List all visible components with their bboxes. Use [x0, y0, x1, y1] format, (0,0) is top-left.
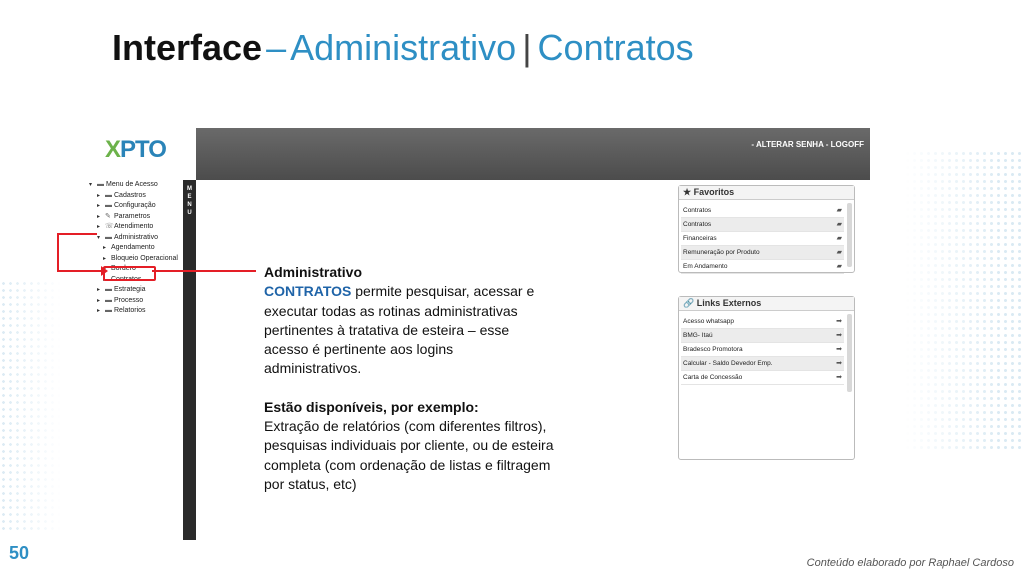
description-text: [264, 263, 554, 494]
sidebar-tree-item[interactable]: [89, 201, 178, 212]
open-icon[interactable]: ▰: [836, 235, 842, 242]
page-number: 50: [9, 543, 30, 563]
sidebar-tree-label: Processo: [114, 296, 144, 304]
caret-down-icon[interactable]: ▾: [97, 234, 101, 241]
caret-right-icon[interactable]: ▸: [97, 308, 101, 314]
credit-text: Conteúdo elaborado por Raphael Cardoso: [806, 557, 1014, 569]
sidebar-tree-item[interactable]: [89, 180, 178, 191]
list-item[interactable]: [681, 246, 844, 260]
sidebar-tree-item[interactable]: [89, 285, 178, 296]
favoritos-title: ★ Favoritos: [679, 186, 854, 200]
list-item[interactable]: [681, 315, 844, 329]
caret-right-icon[interactable]: ▸: [97, 297, 101, 304]
caret-right-icon[interactable]: ▸: [97, 213, 101, 220]
list-item[interactable]: [681, 357, 844, 371]
description-keyword: CONTRATOS: [264, 283, 352, 300]
links-externos-panel: [678, 296, 855, 460]
sidebar-tree-label: Bloqueio Operacional: [111, 254, 178, 262]
decorative-dots-right: [904, 150, 1024, 450]
caret-right-icon[interactable]: ▸: [97, 192, 101, 199]
sidebar-tree-label: Relatorios: [114, 307, 146, 314]
callout-line: [57, 233, 59, 271]
sidebar-tree-label: Estrategia: [114, 286, 146, 293]
sidebar-tree-label: Cadastros: [114, 191, 146, 199]
sidebar-tree-label: Atendimento: [114, 223, 154, 230]
go-arrow-icon[interactable]: ➡: [836, 346, 842, 353]
menu-vertical-label: MENU: [187, 186, 192, 216]
caret-right-icon[interactable]: ▸: [97, 287, 101, 293]
sidebar-tree-item[interactable]: [89, 296, 178, 307]
callout-line: [57, 270, 103, 272]
links-externos-title: 🔗 Links Externos: [679, 297, 854, 311]
sidebar-tree-label: Agendamento: [111, 244, 155, 251]
sidebar-tree-label: Contratos: [111, 275, 142, 283]
folder-icon: ▬: [105, 286, 112, 293]
sidebar-tree-item[interactable]: [89, 222, 178, 233]
list-item[interactable]: [681, 343, 844, 357]
description-body: CONTRATOS permite pesquisar, acessar e executar todas as rotinas administrativas pertinentes à tratativa de esteira – esse acesso é pertinente aos logins administrativos.: [264, 283, 535, 377]
title-separator: |: [522, 27, 532, 68]
sidebar-tree-item[interactable]: [89, 243, 178, 254]
folder-icon: ▬: [105, 233, 112, 241]
caret-right-icon[interactable]: ▸: [97, 224, 101, 230]
caret-right-icon[interactable]: ▸: [103, 245, 107, 251]
links-scrollbar[interactable]: [847, 314, 852, 392]
go-arrow-icon[interactable]: ➡: [836, 332, 842, 339]
folder-icon: ▬: [105, 296, 112, 304]
title-section: Administrativo: [290, 27, 517, 68]
callout-line: [152, 270, 256, 272]
wrench-icon: ✎: [105, 212, 111, 220]
sidebar-tree-item[interactable]: [89, 254, 178, 265]
app-topbar: [196, 128, 870, 180]
open-icon[interactable]: ▰: [836, 263, 842, 270]
sidebar-tree-label: Parametros: [114, 212, 151, 220]
sidebar-tree-label: Menu de Acesso: [106, 181, 158, 188]
sidebar-tree-label: Administrativo: [114, 233, 158, 241]
app-logo: XPTO: [105, 136, 166, 163]
caret-right-icon[interactable]: ▸: [103, 266, 107, 272]
sidebar-tree-label: Configuração: [114, 202, 156, 209]
menu-vertical-bar[interactable]: [183, 180, 196, 540]
go-arrow-icon[interactable]: ➡: [836, 318, 842, 325]
list-item-label: Contratos: [683, 221, 712, 228]
description-heading: Administrativo: [264, 264, 363, 280]
list-item-label: Financeiras: [683, 235, 717, 242]
open-icon[interactable]: ▰: [836, 249, 842, 256]
examples-heading: Estão disponíveis, por exemplo:: [264, 398, 479, 415]
list-item-label: Contratos: [683, 207, 712, 214]
list-item[interactable]: [681, 260, 844, 274]
list-item-label: Calcular - Saldo Devedor Emp.: [683, 360, 773, 367]
sidebar-tree: [87, 180, 183, 540]
list-item[interactable]: [681, 232, 844, 246]
open-icon[interactable]: ▰: [836, 221, 842, 228]
list-item-label: Em Andamento: [683, 263, 728, 270]
sidebar-tree-item[interactable]: [89, 191, 178, 202]
examples-text: Extração de relatórios (com diferentes filtros), pesquisas individuais por cliente, ou de esteira completa (com ordenação de listas e filtragem por status, etc): [264, 418, 554, 492]
list-item[interactable]: [681, 329, 844, 343]
list-item[interactable]: [681, 371, 844, 385]
decorative-dots-left: [0, 280, 60, 530]
list-item-label: Acesso whatsapp: [683, 318, 734, 325]
slide-title: [112, 26, 694, 70]
contratos-highlight-box: [103, 266, 156, 281]
list-item-label: Bradesco Promotora: [683, 346, 743, 353]
sidebar-tree-item[interactable]: [89, 306, 178, 317]
list-item[interactable]: [681, 218, 844, 232]
favoritos-panel: [678, 185, 855, 273]
title-main: Interface: [112, 27, 263, 68]
list-item[interactable]: [681, 204, 844, 218]
folder-icon: ▬: [97, 181, 104, 188]
folder-icon: ▬: [105, 191, 112, 199]
list-item-label: BMG- Itaú: [683, 332, 713, 339]
sidebar-tree-label: Bordero: [111, 265, 136, 272]
topbar-links[interactable]: - ALTERAR SENHA - LOGOFF: [751, 140, 864, 149]
list-item-label: Carta de Concessão: [683, 374, 743, 381]
caret-right-icon[interactable]: ▸: [103, 276, 107, 283]
open-icon[interactable]: ▰: [836, 207, 842, 214]
caret-right-icon[interactable]: ▸: [103, 255, 107, 262]
caret-down-icon[interactable]: ▾: [89, 182, 93, 188]
favoritos-scrollbar[interactable]: [847, 203, 852, 267]
phone-icon: ☏: [105, 223, 114, 230]
callout-line: [57, 233, 97, 235]
sidebar-tree-item[interactable]: [89, 233, 178, 244]
folder-icon: ▬: [105, 202, 112, 209]
title-dash: –: [266, 27, 287, 68]
go-arrow-icon[interactable]: ➡: [836, 374, 842, 381]
folder-icon: ▬: [105, 307, 112, 314]
list-item-label: Remuneração por Produto: [683, 249, 760, 256]
title-subsection: Contratos: [537, 27, 694, 68]
sidebar-tree-item[interactable]: [89, 212, 178, 223]
caret-right-icon[interactable]: ▸: [97, 203, 101, 209]
go-arrow-icon[interactable]: ➡: [836, 360, 842, 367]
